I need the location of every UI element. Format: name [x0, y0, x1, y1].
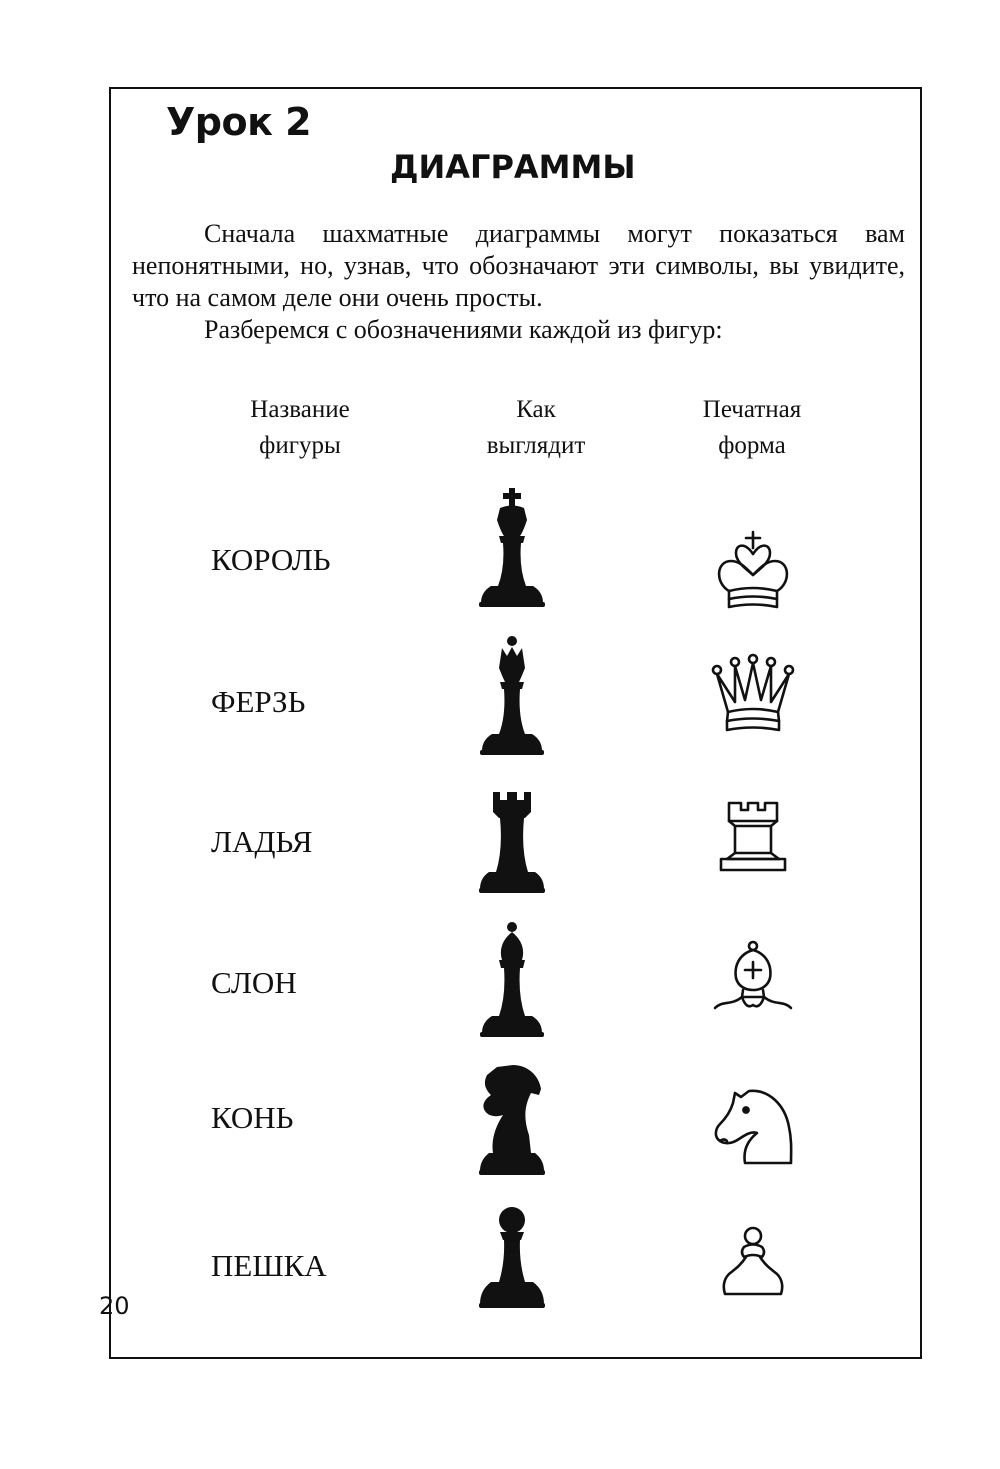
- piece-name-rook: ЛАДЬЯ: [211, 824, 313, 859]
- intro-second-line: Разберемся с обозначениями каждой из фигур:: [204, 315, 723, 344]
- intro-paragraph: Сначала шахматные диаграммы могут показаться вам непонятными, но, узнав, что обозначают эти символы, вы увидите, что на самом деле они очень просты.: [132, 219, 905, 312]
- page-number: 20: [99, 1292, 130, 1320]
- rook-photo-icon: [457, 772, 567, 897]
- rook-icon: [711, 795, 795, 885]
- piece-name-bishop: СЛОН: [211, 965, 297, 1000]
- column-header-name: [190, 392, 410, 464]
- piece-name-pawn: ПЕШКА: [211, 1248, 327, 1283]
- column-header-line: форма: [718, 432, 786, 459]
- pawn-icon: [711, 1222, 795, 1312]
- pawn-photo-icon: [457, 1202, 567, 1327]
- knight-photo-icon: [457, 1055, 567, 1180]
- bishop-icon: [711, 938, 795, 1028]
- column-header-line: Печатная: [702, 396, 802, 423]
- piece-name-king: КОРОЛЬ: [211, 542, 331, 577]
- page-title: ДИАГРАММЫ: [390, 148, 636, 186]
- column-header-line: выглядит: [486, 432, 586, 459]
- column-header-line: Как: [516, 396, 556, 423]
- piece-name-knight: КОНЬ: [211, 1100, 294, 1135]
- lesson-number: Урок 2: [166, 100, 312, 144]
- piece-name-queen: ФЕРЗЬ: [211, 684, 306, 719]
- column-header-look: [426, 392, 646, 464]
- column-header-line: фигуры: [259, 432, 341, 459]
- column-header-print: [642, 392, 862, 464]
- knight-icon: [711, 1083, 795, 1173]
- bishop-photo-icon: [457, 916, 567, 1041]
- king-photo-icon: [457, 486, 567, 611]
- queen-icon: [711, 652, 795, 742]
- king-icon: [711, 528, 795, 618]
- queen-photo-icon: [457, 634, 567, 759]
- column-header-line: Название: [250, 396, 350, 423]
